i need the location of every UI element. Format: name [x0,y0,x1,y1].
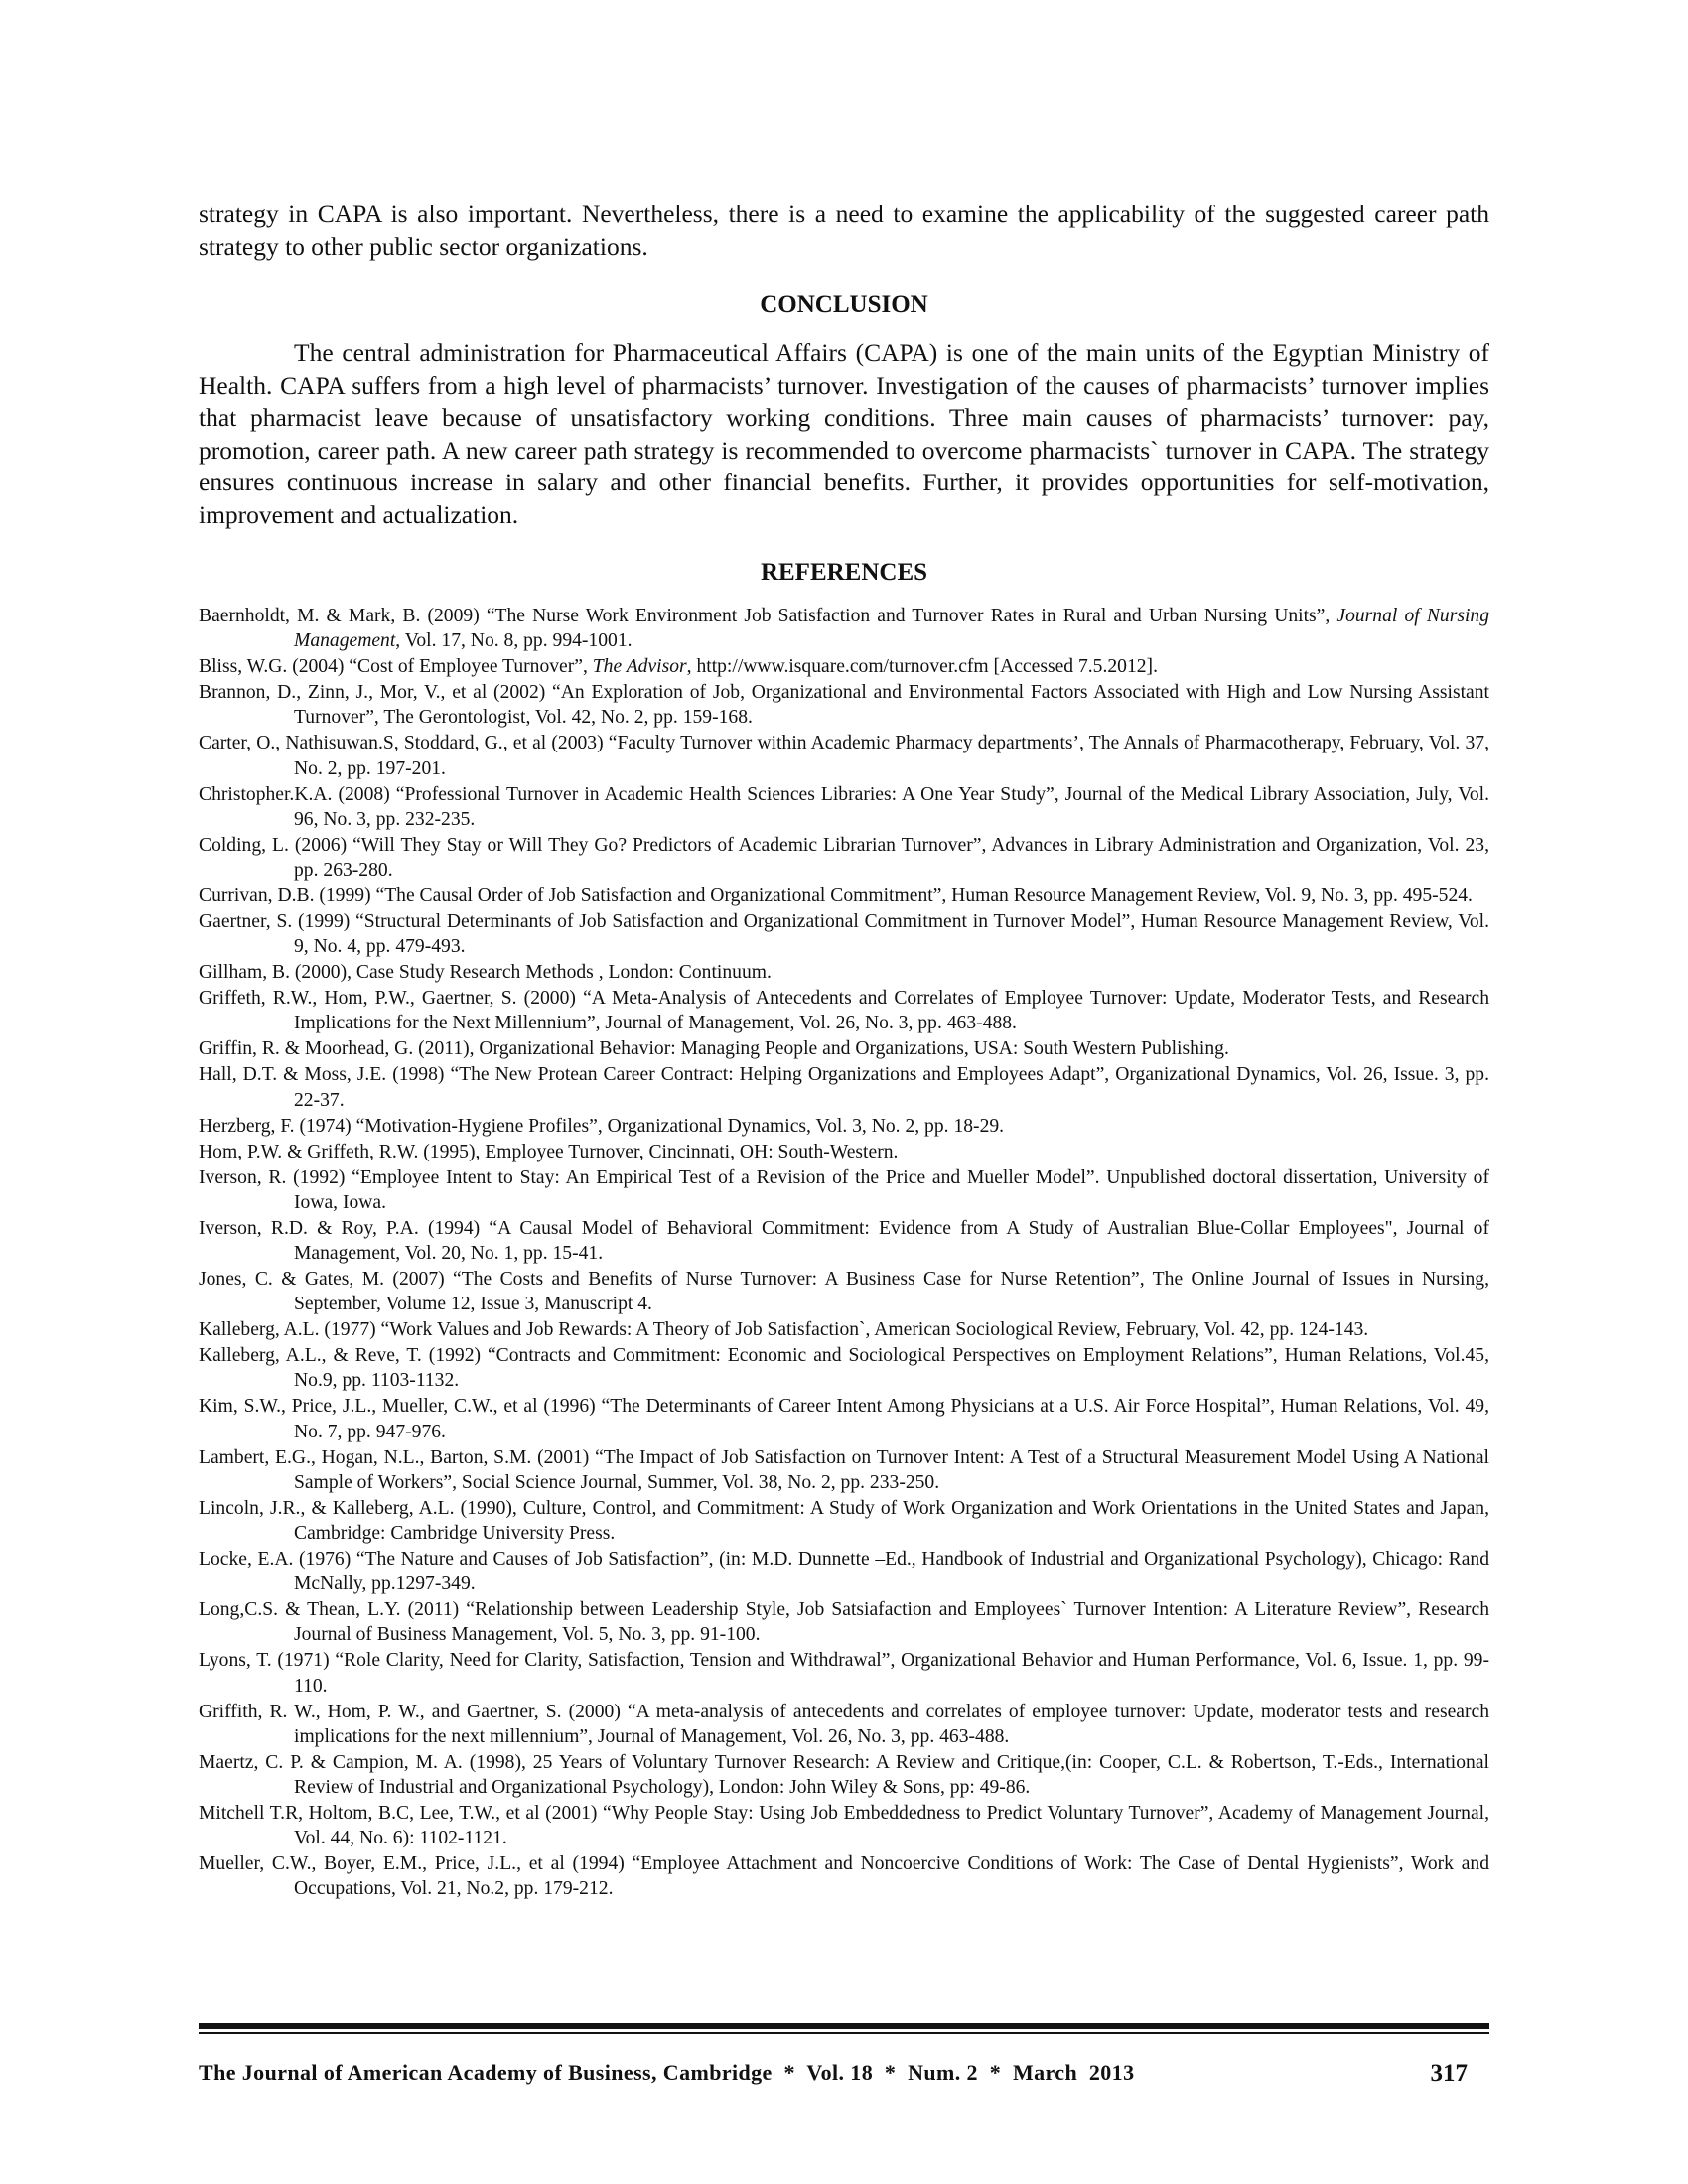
reference-item: Iverson, R. (1992) “Employee Intent to Stay: An Empirical Test of a Revision of the Price and Mueller Model”. Unpublished doctoral dissertation, University of Iowa, Iowa. [199,1166,1489,1213]
reference-item: Locke, E.A. (1976) “The Nature and Causes of Job Satisfaction”, (in: M.D. Dunnette –Ed., Handbook of Industrial and Organizational Psychology), Chicago: Rand McNally, pp.1297-349. [199,1549,1489,1595]
reference-item: Mueller, C.W., Boyer, E.M., Price, J.L., et al (1994) “Employee Attachment and Noncoercive Conditions of Work: The Case of Dental Hygienists”, Work and Occupations, Vol. 21, No.2, pp. 179-212. [199,1853,1489,1900]
reference-item: Iverson, R.D. & Roy, P.A. (1994) “A Causal Model of Behavioral Commitment: Evidence from A Study of Australian Blue-Collar Employees", Journal of Management, Vol. 20, No. 1, pp. 15-41. [199,1217,1489,1265]
reference-item: Long,C.S. & Thean, L.Y. (2011) “Relationship between Leadership Style, Job Satsiafaction and Employees` Turnover Intention: A Literature Review”, Research Journal of Business Management, Vol. 5, No. 3, pp. 91-100. [199,1599,1489,1646]
reference-item: Griffith, R. W., Hom, P. W., and Gaertner, S. (2000) “A meta-analysis of antecedents and correlates of employee turnover: Update, moderator tests and research implications for the next millennium”, Journal of Management, Vol. 26, No. 3, pp. 463-488. [199,1701,1489,1747]
reference-item: Lyons, T. (1971) “Role Clarity, Need for Clarity, Satisfaction, Tension and Withdrawal”, Organizational Behavior and Human Performance, Vol. 6, Issue. 1, pp. 99-110. [199,1650,1489,1697]
reference-item: Herzberg, F. (1974) “Motivation-Hygiene Profiles”, Organizational Dynamics, Vol. 3, No. 2, pp. 18-29. [199,1115,1005,1137]
footer-rule-thick [199,2023,1489,2029]
reference-item: Maertz, C. P. & Campion, M. A. (1998), 25 Years of Voluntary Turnover Research: A Review and Critique,(in: Cooper, C.L. & Robertson, T.-Eds., International Review of Industrial and Organizational Psychology), London: John Wiley & Sons, pp: 49-86. [199,1751,1489,1799]
conclusion-heading: CONCLUSION [760,291,928,318]
reference-item: Gillham, B. (2000), Case Study Research Methods , London: Continuum. [199,962,772,984]
reference-item: Gaertner, S. (1999) “Structural Determinants of Job Satisfaction and Organizational Commitment in Turnover Model”, Human Resource Management Review, Vol. 9, No. 4, pp. 479-493. [199,911,1489,958]
reference-item: Currivan, D.B. (1999) “The Causal Order of Job Satisfaction and Organizational Commitment”, Human Resource Management Review, Vol. 9, No. 3, pp. 495-524. [199,886,1473,907]
reference-item: Bliss, W.G. (2004) “Cost of Employee Turnover”, The Advisor, http://www.isquare.com/turnover.cfm [Accessed 7.5.2012]. [199,656,1158,678]
page-number: 317 [1430,2060,1468,2087]
reference-item: Mitchell T.R, Holtom, B.C, Lee, T.W., et al (2001) “Why People Stay: Using Job Embeddedness to Predict Voluntary Turnover”, Academy of Management Journal, Vol. 44, No. 6): 1102-1121. [199,1803,1489,1849]
reference-item: Jones, C. & Gates, M. (2007) “The Costs and Benefits of Nurse Turnover: A Business Case for Nurse Retention”, The Online Journal of Issues in Nursing, September, Volume 12, Issue 3, Manuscript 4. [199,1269,1489,1315]
reference-item: Hom, P.W. & Griffeth, R.W. (1995), Employee Turnover, Cincinnati, OH: South-Western. [199,1141,899,1162]
reference-item: Christopher.K.A. (2008) “Professional Turnover in Academic Health Sciences Libraries: A One Year Study”, Journal of the Medical Library Association, July, Vol. 96, No. 3, pp. 232-235. [199,783,1489,830]
reference-item: Griffeth, R.W., Hom, P.W., Gaertner, S. (2000) “A Meta-Analysis of Antecedents and Correlates of Employee Turnover: Update, Moderator Tests, and Research Implications for the Next Millennium”, Journal of Management, Vol. 26, No. 3, pp. 463-488. [199,988,1489,1034]
references-heading: REFERENCES [760,559,928,586]
reference-item: Brannon, D., Zinn, J., Mor, V., et al (2002) “An Exploration of Job, Organizational and Environmental Factors Associated with High and Low Nursing Assistant Turnover”, The Gerontologist, Vol. 42, No. 2, pp. 159-168. [199,682,1489,729]
footer-rule-thin [199,2032,1489,2034]
reference-item: Kim, S.W., Price, J.L., Mueller, C.W., et al (1996) “The Determinants of Career Intent Among Physicians at a U.S. Air Force Hospital”, Human Relations, Vol. 49, No. 7, pp. 947-976. [199,1396,1489,1442]
conclusion-paragraph: The central administration for Pharmaceutical Affairs (CAPA) is one of the main units of the Egyptian Ministry of Health. CAPA suffers from a high level of pharmacists’ turnover. Investigation of the causes of pharmacists’ turnover implies that pharmacist leave because of unsatisfactory working conditions. Three main causes of pharmacists’ turnover: pay, promotion, career path. A new career path strategy is recommended to overcome pharmacists` turnover in CAPA. The strategy ensures continuous increase in salary and other financial benefits. Further, it provides opportunities for self-motivation, improvement and actualization. [199,339,1489,529]
reference-item: Kalleberg, A.L. (1977) “Work Values and Job Rewards: A Theory of Job Satisfaction`, American Sociological Review, February, Vol. 42, pp. 124-143. [199,1319,1369,1341]
reference-item: Hall, D.T. & Moss, J.E. (1998) “The New Protean Career Contract: Helping Organizations and Employees Adapt”, Organizational Dynamics, Vol. 26, Issue. 3, pp. 22-37. [199,1064,1489,1111]
page-footer [199,2060,1489,2096]
reference-item: Lincoln, J.R., & Kalleberg, A.L. (1990), Culture, Control, and Commitment: A Study of Work Organization and Work Orientations in the United States and Japan, Cambridge: Cambridge University Press. [199,1497,1489,1545]
footer-journal-citation: The Journal of American Academy of Business, Cambridge * Vol. 18 * Num. 2 * March 2013 [199,2060,1135,2085]
reference-item: Carter, O., Nathisuwan.S, Stoddard, G., et al (2003) “Faculty Turnover within Academic Pharmacy departments’, The Annals of Pharmacotherapy, February, Vol. 37, No. 2, pp. 197-201. [199,733,1489,779]
reference-item: Kalleberg, A.L., & Reve, T. (1992) “Contracts and Commitment: Economic and Sociological Perspectives on Employment Relations”, Human Relations, Vol.45, No.9, pp. 1103-1132. [199,1345,1489,1392]
reference-item: Griffin, R. & Moorhead, G. (2011), Organizational Behavior: Managing People and Organizations, USA: South Western Publishing. [199,1038,1229,1060]
references-list [199,604,1489,1902]
reference-item: Baernholdt, M. & Mark, B. (2009) “The Nurse Work Environment Job Satisfaction and Turnover Rates in Rural and Urban Nursing Units”, Journal of Nursing Management, Vol. 17, No. 8, pp. 994-1001. [199,606,1489,652]
intro-paragraph: strategy in CAPA is also important. Nevertheless, there is a need to examine the applicability of the suggested career path strategy to other public sector organizations. [199,200,1489,261]
reference-item: Lambert, E.G., Hogan, N.L., Barton, S.M. (2001) “The Impact of Job Satisfaction on Turnover Intent: A Test of a Structural Measurement Model Using A National Sample of Workers”, Social Science Journal, Summer, Vol. 38, No. 2, pp. 233-250. [199,1446,1489,1493]
reference-item: Colding, L. (2006) “Will They Stay or Will They Go? Predictors of Academic Librarian Turnover”, Advances in Library Administration and Organization, Vol. 23, pp. 263-280. [199,834,1489,882]
page-body [199,199,1489,1902]
